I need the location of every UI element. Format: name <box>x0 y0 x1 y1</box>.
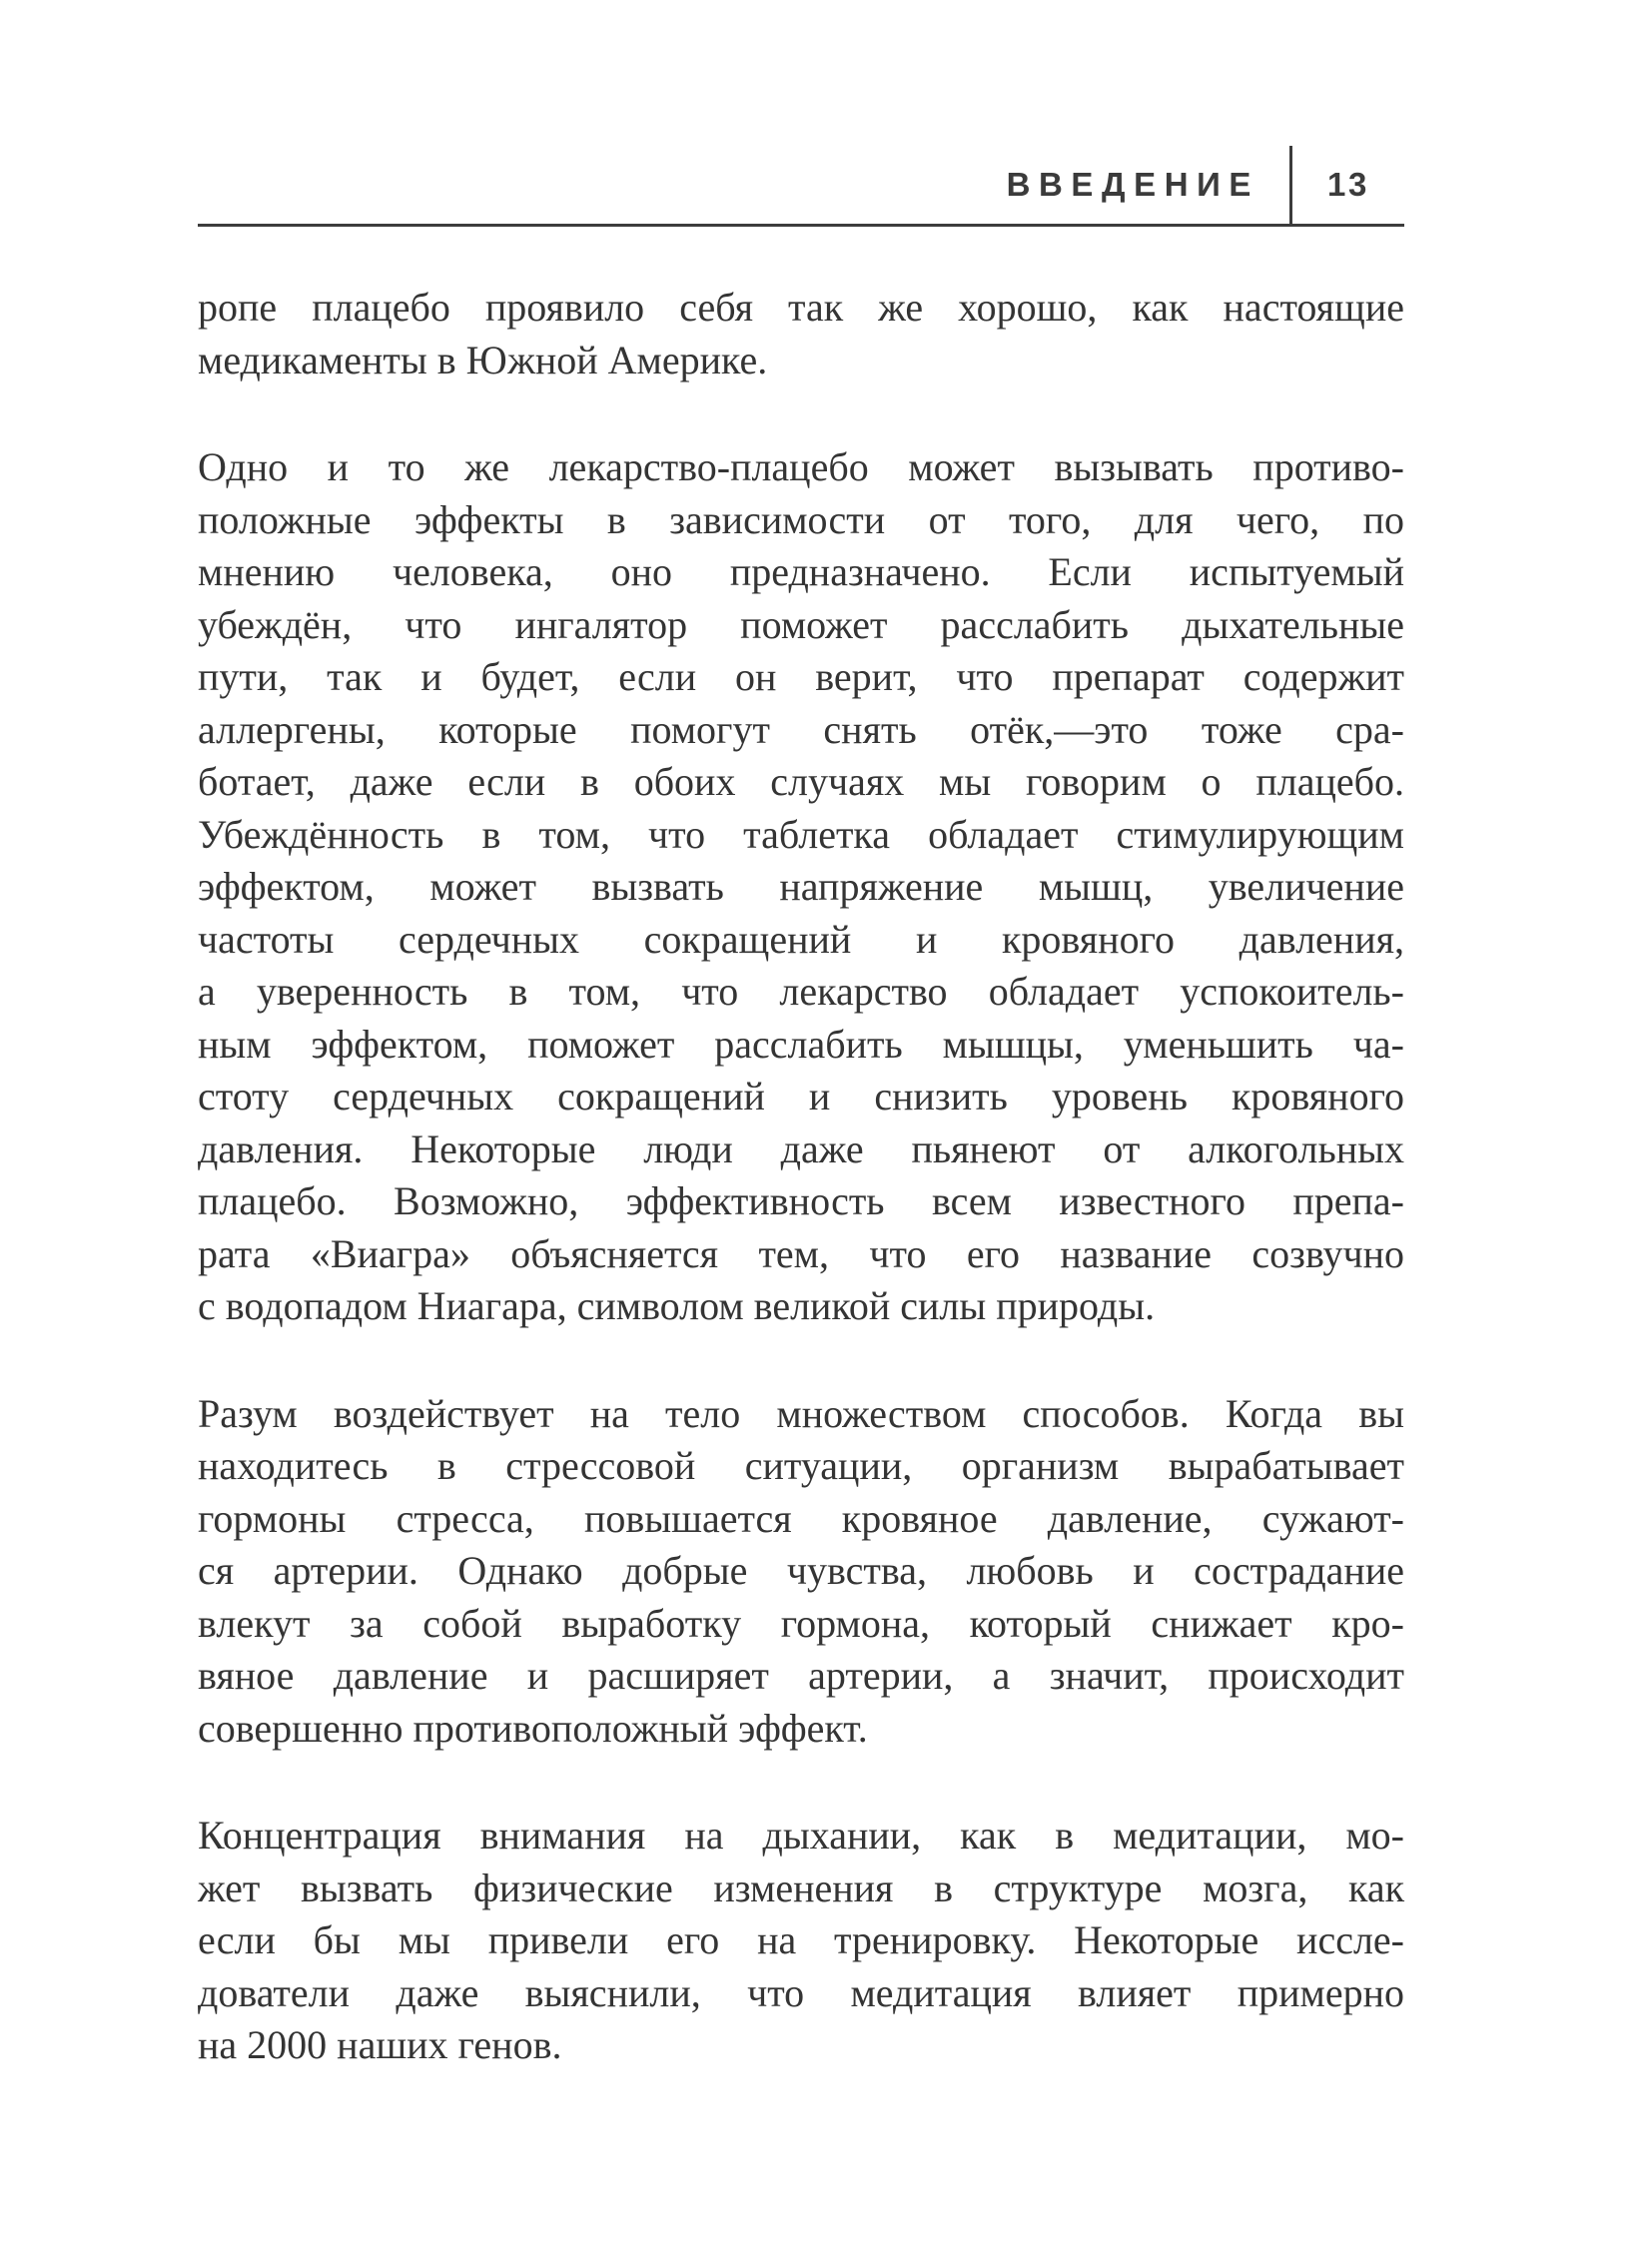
paragraph <box>198 1388 1404 1756</box>
text-line: Концентрация внимания на дыхании, как в медитации, мо- <box>198 1813 1404 1858</box>
text-line: совершенно противоположный эффект. <box>198 1705 868 1751</box>
text-line: рата «Виагра» объясняется тем, что его название созвучно <box>198 1230 1404 1276</box>
text-line: с водопадом Ниагара, символом великой силы природы. <box>198 1283 1156 1328</box>
text-line: ся артерии. Однако добрые чувства, любовь и сострадание <box>198 1548 1404 1593</box>
text-line: если бы мы привели его на тренировку. Некоторые иссле- <box>198 1917 1404 1962</box>
text-line: ботает, даже если в обоих случаях мы говорим о плацебо. <box>198 759 1404 804</box>
text-line: медикаменты в Южной Америке. <box>198 337 768 382</box>
text-line: Одно и то же лекарство-плацебо может вызывать противо- <box>198 444 1404 489</box>
text-line: гормоны стресса, повышается кровяное давление, сужают- <box>198 1495 1404 1541</box>
page-number: 13 <box>1327 166 1369 203</box>
text-line: ропе плацебо проявило себя так же хорошо, как настоящие <box>198 285 1404 330</box>
text-line: жет вызвать физические изменения в структуре мозга, как <box>198 1865 1404 1910</box>
text-line: Разум воздействует на тело множеством способов. Когда вы <box>198 1390 1404 1436</box>
text-line: вяное давление и расширяет артерии, а значит, происходит <box>198 1653 1404 1698</box>
text-line: плацебо. Возможно, эффективность всем известного препа- <box>198 1178 1404 1223</box>
text-line: дователи даже выяснили, что медитация влияет примерно <box>198 1969 1404 2015</box>
text-line: стоту сердечных сокращений и снизить уровень кровяного <box>198 1074 1404 1119</box>
text-line: ным эффектом, поможет расслабить мышцы, уменьшить ча- <box>198 1021 1404 1067</box>
body-text <box>198 282 1404 2127</box>
text-line: пути, так и будет, если он верит, что препарат содержит <box>198 654 1404 699</box>
text-line: мнению человека, оно предназначено. Если испытуемый <box>198 549 1404 594</box>
text-line: находитесь в стрессовой ситуации, организм вырабатывает <box>198 1443 1404 1488</box>
text-line: аллергены, которые помогут снять отёк,—это тоже сра- <box>198 706 1404 752</box>
text-line: эффектом, может вызвать напряжение мышц, увеличение <box>198 864 1404 909</box>
text-line: положные эффекты в зависимости от того, для чего, по <box>198 496 1404 542</box>
text-line: влекут за собой выработку гормона, который снижает кро- <box>198 1600 1404 1646</box>
text-line: давления. Некоторые люди даже пьянеют от алкогольных <box>198 1125 1404 1171</box>
text-line: частоты сердечных сокращений и кровяного давления, <box>198 916 1404 962</box>
section-title: ВВЕДЕНИЕ <box>1006 166 1259 203</box>
text-line: а уверенность в том, что лекарство обладает успокоитель- <box>198 969 1404 1014</box>
running-head <box>198 146 1404 227</box>
text-line: Убеждённость в том, что таблетка обладает стимулирующим <box>198 811 1404 857</box>
text-line: убеждён, что ингалятор поможет расслабить дыхательные <box>198 601 1404 647</box>
text-line: на 2000 наших генов. <box>198 2022 562 2067</box>
paragraph <box>198 1810 1404 2072</box>
paragraph <box>198 441 1404 1333</box>
paragraph <box>198 282 1404 386</box>
